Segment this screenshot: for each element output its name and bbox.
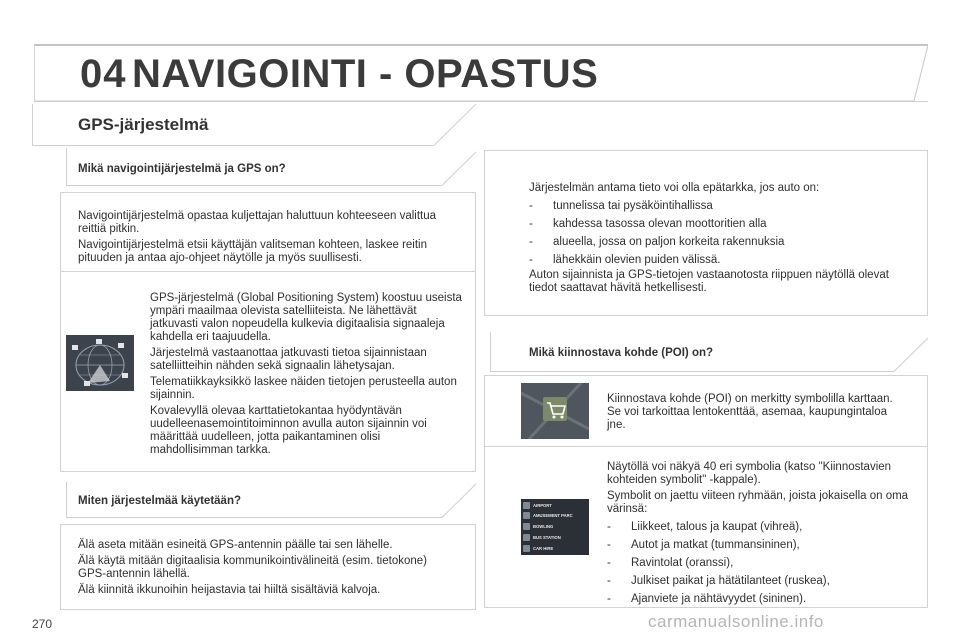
amusement-park-icon xyxy=(523,512,530,519)
section-title: GPS-järjestelmä xyxy=(78,115,209,134)
q3-title: Mikä kiinnostava kohde (POI) on? xyxy=(529,347,714,359)
symbols-intro-line: Symbolit on jaettu viiteen ryhmään, joista jokaisella on oma värinsä: xyxy=(607,490,909,515)
page-number: 270 xyxy=(32,617,53,631)
symbol-group-item: - Liikkeet, talous ja kaupat (vihreä), xyxy=(607,521,917,534)
airport-icon xyxy=(523,502,530,509)
poi-screen-row: AMUSEMENT PARC xyxy=(523,511,587,520)
q2-line: Älä käytä mitään digitaalisia kommunikointivälineitä (esim. tietokone) GPS-antennin lähellä. xyxy=(78,555,427,580)
poi-shopping-icon xyxy=(521,383,589,439)
q1-details xyxy=(150,292,466,460)
symbol-group-item: - Autot ja matkat (tummansininen), xyxy=(607,539,917,552)
chapter-number: 04 xyxy=(80,52,127,96)
accuracy-item: - kahdessa tasossa olevan moottoritien alla xyxy=(529,218,913,231)
q2-text xyxy=(78,539,458,600)
q1-intro xyxy=(78,210,458,268)
accuracy-outro: Auton sijainnista ja GPS-tietojen vastaanotosta riippuen näytöllä olevat tiedot saattavat hävitä hetkellisesti. xyxy=(529,269,889,294)
chapter-title: NAVIGOINTI - OPASTUS xyxy=(132,52,599,96)
q2-line: Älä aseta mitään esineitä GPS-antennin päälle tai sen lähelle. xyxy=(78,539,393,551)
poi-map-illustration xyxy=(521,383,589,439)
poi-screen-list xyxy=(521,499,589,555)
symbol-groups-list xyxy=(607,521,917,606)
satellite-globe-icon xyxy=(66,335,134,391)
accuracy-item: - lähekkäin olevien puiden välissä. xyxy=(529,254,913,267)
poi-screen-row: BOWLING xyxy=(523,522,587,531)
q1-title: Mikä navigointijärjestelmä ja GPS on? xyxy=(78,163,286,175)
q1-intro-line: Navigointijärjestelmä etsii käyttäjän valitseman kohteen, laskee reitin pituuden ja antaa ajo-ohjeet näytölle ja myös suullisesti. xyxy=(78,239,428,264)
poi-screen-row: CAR HIRE xyxy=(523,544,587,553)
poi-screen-row: AIRPORT xyxy=(523,501,587,510)
symbol-group-item: - Ajanviete ja nähtävyydet (sininen). xyxy=(607,593,917,606)
poi-text: Kiinnostava kohde (POI) on merkitty symbolilla karttaan. Se voi tarkoittaa lentokenttää, asemaa, kaupungintaloa jne. xyxy=(607,393,893,431)
symbols-text xyxy=(607,461,917,611)
accuracy-text xyxy=(529,182,913,298)
bowling-icon xyxy=(523,523,530,530)
q2-title: Miten järjestelmää käytetään? xyxy=(78,495,241,507)
q1-detail-paragraph: Telematiikkayksikkö laskee näiden tietojen perusteella auton sijainnin. xyxy=(150,376,457,401)
accuracy-item: - alueella, jossa on paljon korkeita rakennuksia xyxy=(529,236,913,249)
q1-detail-paragraph: Kovalevyllä olevaa karttatietokantaa hyödyntävän uudelleenasemointitoiminnon avulla auton sijainnin voi määrittää uudelleen, jotta paikantaminen olisi mahdollisimman tarkka. xyxy=(150,405,427,456)
symbols-intro-line: Näytöllä voi näkyä 40 eri symbolia (katso "Kiinnostavien kohteiden symbolit" -kappale). xyxy=(607,461,892,486)
poi-screen-row: BUS STATION xyxy=(523,533,587,542)
accuracy-list xyxy=(529,200,913,267)
q1-intro-line: Navigointijärjestelmä opastaa kuljettajan haluttuun kohteeseen valittua reittiä pitkin. xyxy=(78,210,437,235)
symbol-group-item: - Ravintolat (oranssi), xyxy=(607,557,917,570)
gps-satellite-illustration xyxy=(66,335,134,391)
watermark: carmanualsonline.info xyxy=(648,612,824,631)
q2-line: Älä kiinnitä ikkunoihin heijastavia tai hiiltä sisältäviä kalvoja. xyxy=(78,584,381,596)
bus-station-icon xyxy=(523,534,530,541)
q1-detail-paragraph: GPS-järjestelmä (Global Positioning System) koostuu useista ympäri maailmaa olevista satelliiteista. Ne lähettävät jatkuvasti valon nopeudella kulkevia digitaalisia signaaleja kahdella eri taajuudella. xyxy=(150,292,462,343)
q1-detail-paragraph: Järjestelmä vastaanottaa jatkuvasti tietoa sijainnistaan satelliitteihin nähden sekä signaalin lähetysajan. xyxy=(150,347,427,372)
symbol-group-item: - Julkiset paikat ja hätätilanteet (ruskea), xyxy=(607,575,917,588)
accuracy-intro: Järjestelmän antama tieto voi olla epätarkka, jos auto on: xyxy=(529,182,820,194)
car-hire-icon xyxy=(523,545,530,552)
accuracy-item: - tunnelissa tai pysäköintihallissa xyxy=(529,200,913,213)
